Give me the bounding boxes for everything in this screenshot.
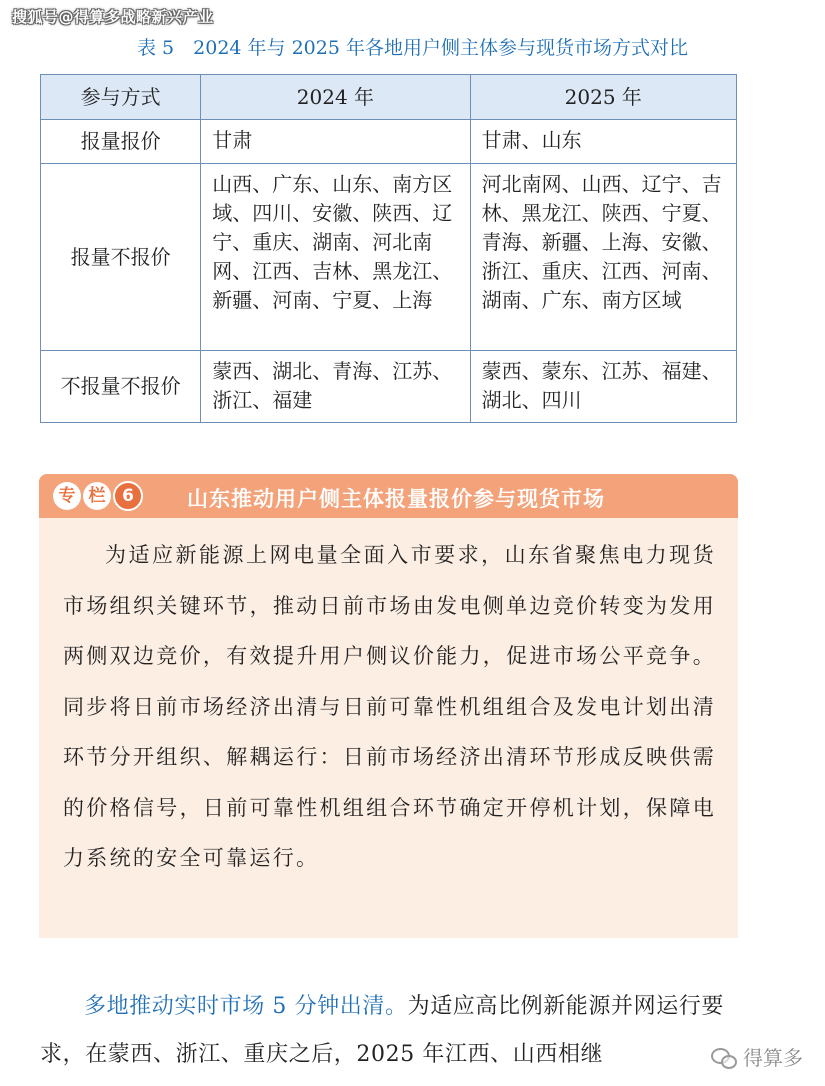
cell-2025: 蒙西、蒙东、江苏、福建、湖北、四川 [470, 351, 736, 423]
column-title: 山东推动用户侧主体报量报价参与现货市场 [187, 487, 605, 511]
cell-2024: 甘肃 [201, 120, 470, 164]
watermark-bottom [707, 1040, 807, 1073]
row-label: 报量报价 [41, 120, 201, 164]
table-row [41, 164, 737, 351]
comparison-table [40, 74, 737, 423]
cell-2025: 甘肃、山东 [470, 120, 736, 164]
badge-char: 专 [53, 482, 81, 510]
badge-number: 6 [113, 481, 143, 511]
column-header [39, 474, 738, 518]
body-paragraph [40, 983, 740, 1079]
column-badge [53, 481, 145, 511]
cell-2024: 蒙西、湖北、青海、江苏、浙江、福建 [201, 351, 470, 423]
row-label: 报量不报价 [41, 164, 201, 351]
cell-2025: 河北南网、山西、辽宁、吉林、黑龙江、陕西、宁夏、青海、新疆、上海、安徽、浙江、重庆、江西、河南、湖南、广东、南方区域 [470, 164, 736, 351]
row-label: 不报量不报价 [41, 351, 201, 423]
header-2024: 2024 年 [201, 75, 470, 120]
column-box [39, 474, 738, 938]
cell-2024: 山西、广东、山东、南方区域、四川、安徽、陕西、辽宁、重庆、湖南、河北南网、江西、吉林、黑龙江、新疆、河南、宁夏、上海 [201, 164, 470, 351]
table-title: 表 5 2024 年与 2025 年各地用户侧主体参与现货市场方式对比 [137, 37, 688, 59]
header-2025: 2025 年 [470, 75, 736, 120]
paragraph-highlight: 多地推动实时市场 5 分钟出清。 [84, 994, 408, 1019]
paragraph-text: 为适应高比例新能源并网运行要求，在蒙西、浙江、重庆之后，2025 年江西、山西相继 [40, 994, 724, 1067]
badge-char: 栏 [83, 482, 111, 510]
table-row [41, 351, 737, 423]
watermark-top: 搜狐号@得算多战略新兴产业 [12, 8, 214, 26]
header-method: 参与方式 [41, 75, 201, 120]
column-body: 为适应新能源上网电量全面入市要求，山东省聚焦电力现货市场组织关键环节，推动日前市场由发电侧单边竞价转变为发用两侧双边竞价，有效提升用户侧议价能力，促进市场公平竞争。同步将日前市场经济出清与日前可靠性机组组合及发电计划出清环节分开组织、解耦运行：日前市场经济出清环节形成反映供需的价格信号，日前可靠性机组组合环节确定开停机计划，保障电力系统的安全可靠运行。 [63, 543, 716, 870]
watermark-bottom-text: 得算多 [743, 1046, 803, 1070]
wechat-icon [711, 1046, 737, 1068]
table-row [41, 120, 737, 164]
table-header-row [41, 75, 737, 120]
